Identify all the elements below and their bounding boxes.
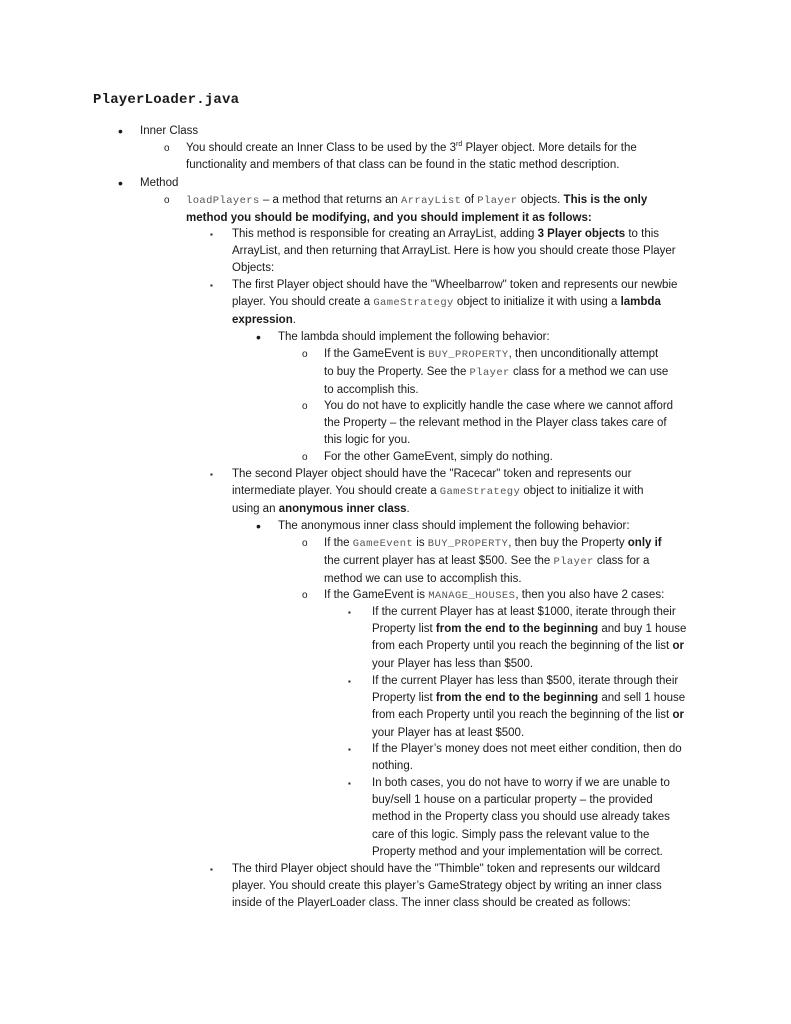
- subcase-text: If the current Player has at least $1000, iterate through their: [372, 606, 676, 618]
- case-text: to accomplish this.: [324, 384, 419, 397]
- resp-text: to this: [625, 228, 660, 240]
- case-text: class for a: [593, 555, 650, 568]
- square-bullet-icon: ▪: [210, 865, 213, 874]
- inner-class-heading: Inner Class: [140, 125, 199, 137]
- second-text: intermediate player. You should create a: [232, 485, 440, 498]
- case-text: If the: [324, 537, 353, 549]
- square-bullet-icon: ▪: [348, 608, 351, 617]
- case-text: You do not have to explicitly handle the case where we cannot afford: [324, 400, 674, 412]
- anonymous-inner-class-bold: anonymous inner class: [278, 503, 407, 516]
- gameevent-code: GameEvent: [352, 538, 414, 550]
- first-text: object to initialize it with using a: [453, 296, 621, 309]
- or-bold: or: [672, 709, 684, 722]
- subcase-text: from each Property until you reach the beginning of the list: [372, 709, 673, 722]
- circle-bullet-icon: o: [164, 195, 170, 206]
- subcase-text: care of this logic. Simply pass the relevant value to the: [372, 828, 650, 841]
- square-bullet-icon: ▪: [210, 230, 213, 239]
- player-code: Player: [469, 367, 510, 380]
- first-text: player. You should create a: [232, 296, 374, 309]
- subcase-bold: from the end to the beginning: [435, 623, 599, 636]
- subcase-text: If the Player’s money does not meet either condition, then do: [372, 743, 682, 755]
- only-if-bold: only if: [627, 537, 662, 549]
- resp-line3: Objects:: [232, 262, 275, 275]
- arraylist-code: ArrayList: [401, 195, 462, 207]
- circle-bullet-icon: o: [302, 452, 308, 463]
- gamestrategy-code: GameStrategy: [373, 297, 454, 310]
- case-text: If the GameEvent is: [324, 589, 429, 601]
- expression-bold: expression: [232, 314, 293, 327]
- case-text: the Property – the relevant method in the Player class takes care of: [324, 417, 667, 430]
- resp-text: This method is responsible for creating an ArrayList, adding: [232, 228, 538, 240]
- inner-class-desc-text-cont: Player object. More details for the: [462, 142, 637, 154]
- subcase-text: If the current Player has less than $500, iterate through their: [372, 675, 679, 687]
- second-text: object to initialize it with: [520, 485, 644, 498]
- player-code: Player: [553, 556, 594, 569]
- buy-property-code: BUY_PROPERTY: [427, 538, 509, 550]
- square-bullet-icon: ▪: [210, 470, 213, 479]
- subcase-text: Property list: [372, 623, 436, 636]
- third-line2: player. You should create this player’s GameStrategy object by writing an inner class: [232, 880, 662, 893]
- inner-class-desc-text: You should create an Inner Class to be used by the 3: [186, 142, 457, 154]
- subcase-text: method in the Property class you should use already takes: [372, 811, 670, 824]
- bullet-icon: •: [118, 123, 123, 139]
- square-bullet-icon: ▪: [210, 281, 213, 290]
- anon-intro-text: The anonymous inner class should implement the following behavior:: [278, 520, 630, 532]
- or-bold: or: [672, 640, 684, 653]
- subcase-text: Property method and your implementation will be correct.: [372, 845, 663, 858]
- second-line1: The second Player object should have the "Racecar" token and represents our: [232, 468, 632, 480]
- load-players-code: loadPlayers: [186, 195, 260, 207]
- player-code: Player: [477, 195, 518, 207]
- subcase-text: Property list: [372, 692, 436, 705]
- first-period: .: [292, 314, 296, 327]
- method-heading: Method: [140, 177, 179, 189]
- case-text: If the GameEvent is: [324, 348, 429, 360]
- third-line1: The third Player object should have the "Thimble" token and represents our wildcard: [232, 863, 661, 875]
- subcase-text: from each Property until you reach the beginning of the list: [372, 640, 673, 653]
- resp-line2: ArrayList, and then returning that ArrayList. Here is how you should create those Player: [232, 245, 676, 258]
- case-text: is: [413, 537, 428, 549]
- case-text: the current player has at least $500. See the: [324, 555, 554, 568]
- subcase-text: your Player has at least $500.: [372, 726, 525, 739]
- case-text: to buy the Property. See the: [324, 366, 470, 379]
- resp-bold: 3 Player objects: [537, 228, 626, 240]
- page-title: PlayerLoader.java: [93, 92, 240, 108]
- case-text: For the other GameEvent, simply do nothing.: [324, 451, 553, 463]
- case-text: , then buy the Property: [508, 537, 628, 549]
- bullet-icon: •: [118, 175, 123, 191]
- subcase-text: your Player has less than $500.: [372, 657, 534, 670]
- load-text: – a method that returns an: [259, 194, 401, 206]
- case-text: method we can use to accomplish this.: [324, 573, 522, 586]
- load-text: objects.: [517, 194, 564, 206]
- ordinal-superscript: rd: [456, 141, 463, 149]
- second-text: using an: [232, 503, 279, 516]
- buy-property-code: BUY_PROPERTY: [428, 349, 509, 361]
- subcase-text: buy/sell 1 house on a particular property – the provided: [372, 794, 653, 807]
- manage-houses-code: MANAGE_HOUSES: [428, 590, 516, 602]
- case-text: class for a method we can use: [509, 366, 669, 379]
- bullet-icon: •: [256, 518, 261, 534]
- square-bullet-icon: ▪: [348, 779, 351, 788]
- load-bold-text: This is the only: [563, 194, 648, 206]
- circle-bullet-icon: o: [302, 538, 308, 549]
- case-text: , then unconditionally attempt: [508, 348, 659, 360]
- lambda-intro-text: The lambda should implement the following behavior:: [278, 331, 550, 343]
- load-bold-line2: method you should be modifying, and you should implement it as follows:: [186, 212, 592, 225]
- second-period: .: [406, 503, 410, 516]
- subcase-text: In both cases, you do not have to worry if we are unable to: [372, 777, 670, 789]
- circle-bullet-icon: o: [302, 590, 308, 601]
- lambda-bold: lambda: [620, 296, 661, 309]
- subcase-text: and buy 1 house: [598, 623, 687, 636]
- circle-bullet-icon: o: [302, 401, 308, 412]
- subcase-text: nothing.: [372, 760, 413, 773]
- first-line1: The first Player object should have the "Wheelbarrow" token and represents our newbie: [232, 279, 678, 291]
- gamestrategy-code: GameStrategy: [439, 486, 521, 499]
- circle-bullet-icon: o: [164, 143, 170, 154]
- case-text: this logic for you.: [324, 434, 411, 447]
- circle-bullet-icon: o: [302, 349, 308, 360]
- square-bullet-icon: ▪: [348, 745, 351, 754]
- case-text: , then you also have 2 cases:: [515, 589, 665, 601]
- subcase-text: and sell 1 house: [598, 692, 686, 705]
- square-bullet-icon: ▪: [348, 677, 351, 686]
- inner-class-desc-line2: functionality and members of that class can be found in the static method description.: [186, 159, 620, 172]
- third-line3: inside of the PlayerLoader class. The inner class should be created as follows:: [232, 897, 631, 910]
- subcase-bold: from the end to the beginning: [435, 692, 599, 705]
- load-text: of: [461, 194, 478, 206]
- bullet-icon: •: [256, 329, 261, 345]
